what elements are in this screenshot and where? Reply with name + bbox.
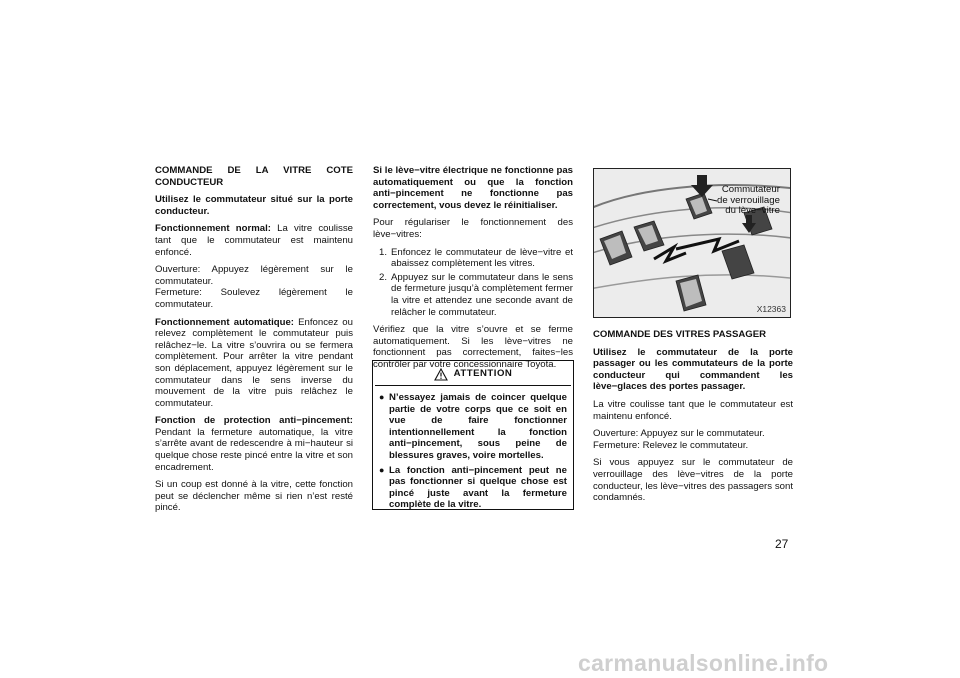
- section-heading-passenger: COMMANDE DES VITRES PASSAGER: [593, 329, 767, 340]
- auto-operation-text: Enfoncez ou relevez complètement le commutateur puis relâchez−le. La vitre s’ouvrira ou se fermera complètement. Pour arrêter la vitre pendant son déplacement, appuyez légèrement sur le commutateur dans le sens inverse du mouvement de la vitre puis relâchez le commutateur.: [155, 316, 353, 409]
- callout-line: de verrouillage: [717, 194, 780, 206]
- attention-list: [379, 392, 567, 511]
- step-number: 2.: [378, 271, 387, 283]
- callout-line: Commutateur: [721, 184, 780, 195]
- attention-item: [379, 392, 567, 462]
- passenger-intro: Utilisez le commutateur de la porte passager ou les commutateurs de la porte conducteur qui commandent les lève−glaces des portes passager.: [593, 346, 793, 393]
- normal-operation-text: La vitre coulisse tant que le commutateur est maintenu enfoncé.: [155, 223, 353, 258]
- reset-step: [373, 247, 573, 270]
- bullet-icon: ●: [379, 464, 385, 475]
- step-text: Appuyez sur le commutateur dans le sens de fermeture jusqu’à complètement fermer la vitre et attendez une seconde avant de relâcher le commutateur.: [391, 271, 573, 318]
- lock-text: Si vous appuyez sur le commutateur de verrouillage des lève−vitres de la porte conducteur, les lève−vitres des passagers sont condamnés.: [593, 457, 793, 504]
- attention-item: [379, 465, 567, 511]
- step-text: Enfoncez le commutateur de lève−vitre et abaissez complètement les vitres.: [391, 246, 573, 270]
- passenger-opening: Ouverture: Appuyez sur le commutateur.: [593, 428, 765, 440]
- lock-switch-callout: [717, 185, 780, 217]
- reset-steps: [373, 247, 573, 319]
- step-number: 1.: [378, 246, 387, 258]
- switch-illustration: [593, 168, 791, 318]
- anti-pinch-label: Fonction de protection anti−pincement:: [155, 415, 353, 427]
- closing-text: Fermeture: Soulevez légèrement le commutateur.: [155, 287, 353, 310]
- driver-intro: Utilisez le commutateur situé sur la porte conducteur.: [155, 194, 353, 217]
- figure-code: X12363: [756, 304, 786, 314]
- bullet-icon: ●: [379, 392, 385, 402]
- page-number: 27: [775, 537, 789, 551]
- normal-operation-paragraph: [155, 223, 353, 258]
- passenger-closing: Fermeture: Relevez le commutateur.: [593, 439, 749, 451]
- anti-pinch-text: Pendant la fermeture automatique, la vitre s’arrête avant de redescendre à mi−hauteur si quelque chose reste pincé entre la vitre et son encadrement.: [155, 426, 353, 473]
- watermark: carmanualsonline.info: [578, 650, 829, 676]
- auto-operation-label: Fonctionnement automatique:: [155, 316, 294, 328]
- callout-line: du lève−vitre: [725, 205, 780, 216]
- reset-step: [373, 272, 573, 318]
- passenger-text: La vitre coulisse tant que le commutateur est maintenu enfoncé.: [593, 398, 793, 422]
- normal-operation-label: Fonctionnement normal:: [155, 223, 271, 235]
- anti-pinch-note: Si un coup est donné à la vitre, cette fonction peut se déclencher même si rien n’est resté pincé.: [155, 479, 353, 514]
- section-heading-driver: COMMANDE DE LA VITRE COTE CONDUCTEUR: [155, 165, 353, 188]
- attention-box: [372, 360, 574, 510]
- auto-operation-paragraph: [155, 317, 353, 410]
- attention-title: ATTENTION: [453, 368, 513, 380]
- opening-text: Ouverture: Appuyez légèrement sur le commutateur.: [155, 264, 353, 287]
- warning-triangle-icon: [434, 368, 448, 381]
- column-passenger-window: [593, 329, 793, 510]
- column-driver-window: [155, 165, 353, 520]
- column-reset: [373, 165, 573, 377]
- attention-item-text: La fonction anti−pincement peut ne pas fonctionner si quelque chose est pincé juste avant la fermeture complète de la vitre.: [389, 464, 567, 511]
- check-text: Vérifiez que la vitre s’ouvre et se ferme automatiquement. Si les lève−vitres ne fonctionnent pas correctement, faites−les contrôler par votre concessionnaire Toyota.: [373, 324, 573, 370]
- reset-warning-intro: Si le lève−vitre électrique ne fonctionne pas automatiquement ou que la fonction anti−pincement ne fonctionne pas correctement, vous devez le réinitialiser.: [373, 165, 573, 211]
- anti-pinch-paragraph: [155, 415, 353, 473]
- attention-item-text: N’essayez jamais de coincer quelque partie de votre corps que ce soit en vue de faire fonctionner intentionnellement la fonction anti−pincement, sous peine de blessures graves, voire mortelles.: [389, 392, 567, 461]
- attention-header: [373, 363, 573, 385]
- attention-divider: [375, 385, 571, 386]
- reset-intro: Pour régulariser le fonctionnement des lève−vitres:: [373, 217, 573, 240]
